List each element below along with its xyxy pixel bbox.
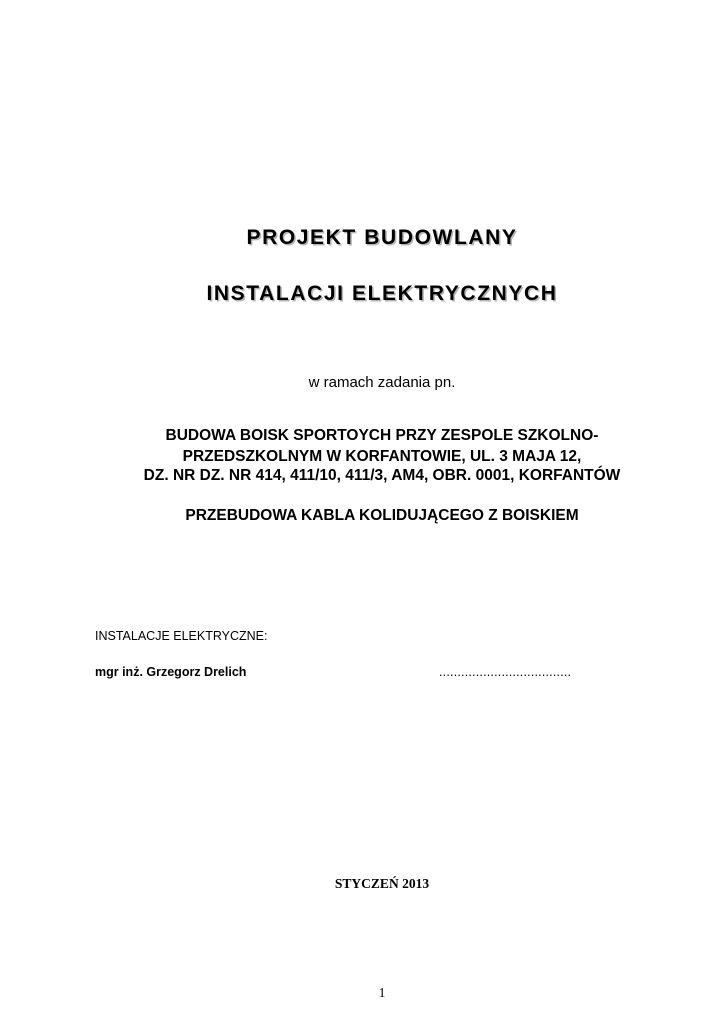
task-name-line-1: BUDOWA BOISK SPORTOYCH PRZY ZESPOLE SZKOLNO-: [165, 427, 599, 444]
discipline-label: INSTALACJE ELEKTRYCZNE:: [95, 629, 268, 643]
subtask-title: PRZEBUDOWA KABLA KOLIDUJĄCEGO Z BOISKIEM: [185, 507, 579, 524]
designer-name: mgr inż. Grzegorz Drelich: [95, 665, 247, 679]
document-title-line-1: PROJEKT BUDOWLANY: [246, 226, 518, 249]
task-name-line-3: DZ. NR DZ. NR 414, 411/10, 411/3, AM4, OBR. 0001, KORFANTÓW: [143, 467, 621, 484]
signature-placeholder: ....................................: [439, 665, 572, 679]
task-intro-text: w ramach zadania pn.: [308, 374, 456, 391]
page-number: 1: [378, 985, 386, 1000]
document-date: STYCZEŃ 2013: [334, 876, 430, 891]
document-title-line-2: INSTALACJI ELEKTRYCZNYCH: [206, 282, 558, 305]
task-name-line-2: PRZEDSZKOLNYM W KORFANTOWIE, UL. 3 MAJA 12,: [182, 448, 582, 465]
